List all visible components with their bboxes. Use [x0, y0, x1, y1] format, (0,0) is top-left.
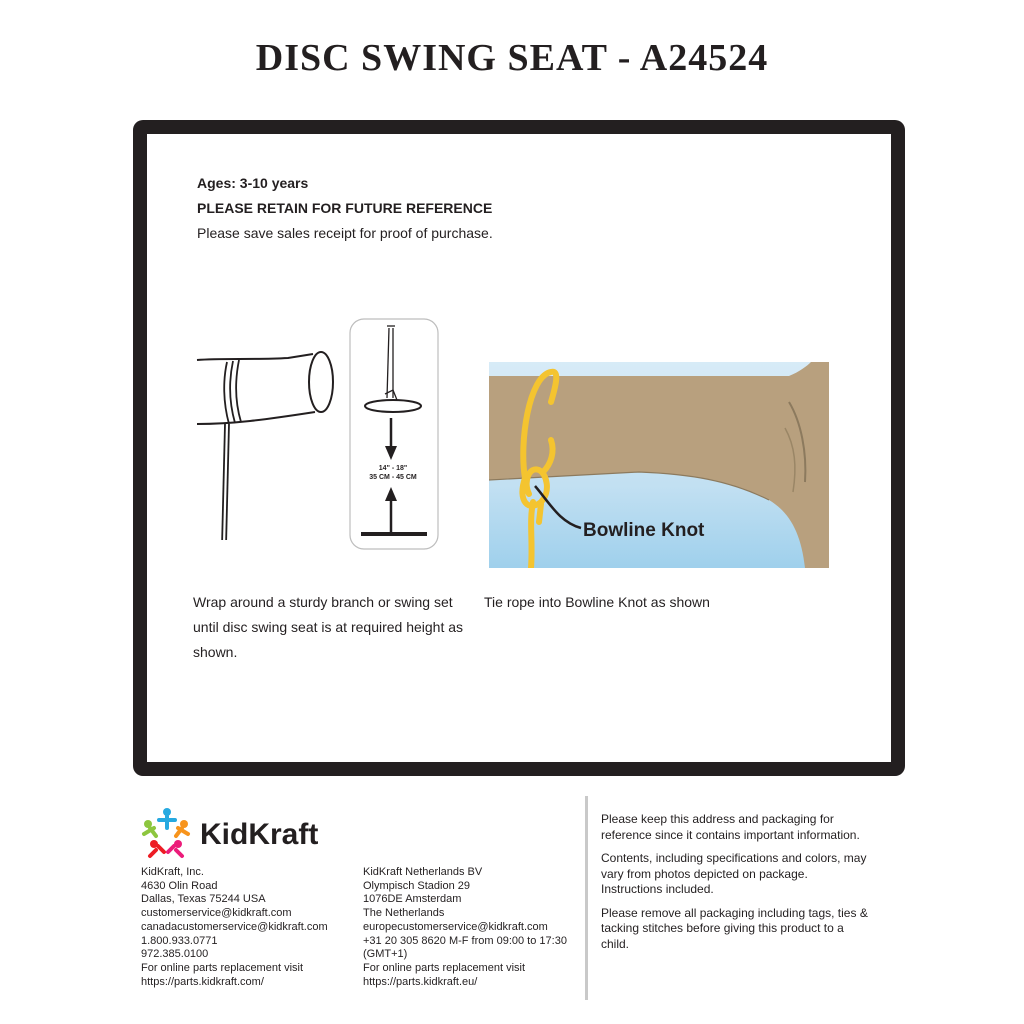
us-company: KidKraft, Inc.: [141, 866, 204, 878]
height-label-inches: 14" - 18": [378, 465, 408, 472]
logo-wordmark: KidKraft: [200, 818, 319, 851]
us-email[interactable]: customerservice@kidkraft.com: [141, 907, 292, 920]
us-phone-2: 972.385.0100: [141, 948, 209, 961]
us-phone-1: 1.800.933.0771: [141, 934, 218, 947]
instruction-panel: [133, 120, 905, 776]
eu-city: 1076DE Amsterdam: [363, 893, 462, 906]
kids-circle-icon: [144, 808, 188, 856]
kidkraft-logo: [140, 806, 350, 865]
retain-notice: PLEASE RETAIN FOR FUTURE REFERENCE: [197, 200, 493, 216]
us-parts-text: For online parts replacement visit: [141, 961, 304, 974]
ages-text: Ages: 3-10 years: [197, 175, 309, 191]
bowline-knot-illustration: [489, 362, 829, 568]
eu-country: The Netherlands: [363, 907, 445, 920]
save-receipt-text: Please save sales receipt for proof of purchase.: [197, 225, 493, 241]
canada-email[interactable]: canadacustomerservice@kidkraft.com: [141, 920, 328, 933]
us-city: Dallas, Texas 75244 USA: [141, 893, 266, 906]
us-street: 4630 Olin Road: [141, 879, 218, 892]
swing-height-illustration: [349, 318, 441, 552]
wrap-caption: Wrap around a sturdy branch or swing set until disc swing seat is at required height as shown.: [193, 594, 464, 660]
eu-timezone: (GMT+1): [363, 948, 408, 961]
footer-divider: [585, 796, 588, 1000]
height-label-cm: 35 CM - 45 CM: [369, 474, 417, 481]
bowline-knot-label: Bowline Knot: [583, 520, 705, 541]
note-keep-address: Please keep this address and packaging for reference since it contains important information.: [601, 812, 860, 842]
us-parts-link[interactable]: https://parts.kidkraft.com/: [141, 975, 264, 988]
eu-company: KidKraft Netherlands BV: [363, 866, 483, 878]
note-contents-vary: Contents, including specifications and colors, may vary from photos depicted on package. Instructions included.: [601, 851, 867, 896]
eu-street: Olympisch Stadion 29: [363, 879, 470, 892]
us-address: [141, 866, 328, 989]
eu-phone: +31 20 305 8620 M-F from 09:00 to 17:30: [363, 934, 567, 947]
knot-caption: Tie rope into Bowline Knot as shown: [484, 594, 710, 610]
footer-notes: [601, 812, 871, 960]
eu-parts-link[interactable]: https://parts.kidkraft.eu/: [363, 975, 478, 988]
page-title: DISC SWING SEAT - A24524: [255, 37, 769, 79]
eu-parts-text: For online parts replacement visit: [363, 961, 526, 974]
note-remove-packaging: Please remove all packaging including tags, ties & tacking stitches before giving this product to a child.: [601, 905, 868, 951]
eu-address: [363, 866, 567, 989]
branch-wrap-illustration: [193, 340, 339, 540]
eu-email[interactable]: europecustomerservice@kidkraft.com: [363, 920, 548, 933]
